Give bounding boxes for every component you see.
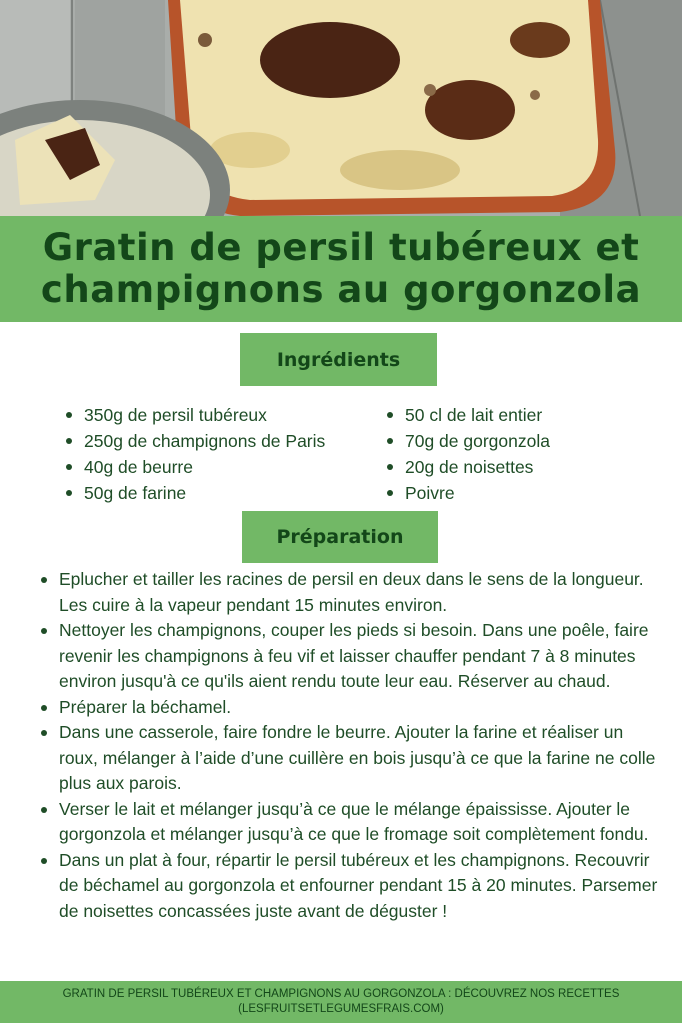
gratin-photo: [0, 0, 682, 216]
preparation-step: Dans un plat à four, répartir le persil tubéreux et les champignons. Recouvrir de béchamel au gorgonzola et enfourner pendant 15 à 20 minutes. Parsemer de noisettes concassées juste avant de déguster !: [38, 848, 660, 925]
ingredient-item: 350g de persil tubéreux: [63, 402, 325, 428]
ingredient-item: Poivre: [384, 480, 550, 506]
footer-line1: GRATIN DE PERSIL TUBÉREUX ET CHAMPIGNONS AU GORGONZOLA : DÉCOUVREZ NOS RECETTES: [62, 988, 620, 1000]
ingredient-item: 40g de beurre: [63, 454, 325, 480]
ingredient-item: 50 cl de lait entier: [384, 402, 550, 428]
preparation-step: Dans une casserole, faire fondre le beurre. Ajouter la farine et réaliser un roux, mélanger à l’aide d’une cuillère en bois jusqu’à ce que la farine ne colle plus aux parois.: [38, 720, 660, 797]
preparation-step: Eplucher et tailler les racines de persil en deux dans le sens de la longueur. Les cuire à la vapeur pendant 15 minutes environ.: [38, 567, 660, 618]
preparation-step: Verser le lait et mélanger jusqu’à ce que le mélange épaississe. Ajouter le gorgonzola et mélanger jusqu’à ce que le fromage soit complètement fondu.: [38, 797, 660, 848]
ingredients-list-right: [384, 402, 550, 506]
preparation-steps: [38, 567, 660, 924]
ingredients-list-left: [63, 402, 325, 506]
gratin-illustration: [0, 0, 682, 216]
ingredient-item: 250g de champignons de Paris: [63, 428, 325, 454]
recipe-title-line2: champignons au gorgonzola: [40, 268, 642, 311]
ingredient-item: 20g de noisettes: [384, 454, 550, 480]
ingredient-item: 70g de gorgonzola: [384, 428, 550, 454]
preparation-step: Préparer la béchamel.: [38, 695, 660, 721]
recipe-title: [41, 227, 641, 311]
ingredient-item: 50g de farine: [63, 480, 325, 506]
preparation-step: Nettoyer les champignons, couper les pieds si besoin. Dans une poêle, faire revenir les champignons à feu vif et laisser chauffer pendant 7 à 8 minutes environ jusqu'à ce qu'ils aient rendu toute leur eau. Réserver au chaud.: [38, 618, 660, 695]
footer-line2: (LESFRUITSETLEGUMESFRAIS.COM): [238, 1003, 444, 1015]
title-banner: [0, 216, 682, 322]
preparation-heading: Préparation: [242, 511, 438, 563]
ingredients-heading: Ingrédients: [240, 333, 437, 386]
footer-banner: [0, 981, 682, 1023]
recipe-title-line1: Gratin de persil tubéreux et: [42, 226, 640, 269]
